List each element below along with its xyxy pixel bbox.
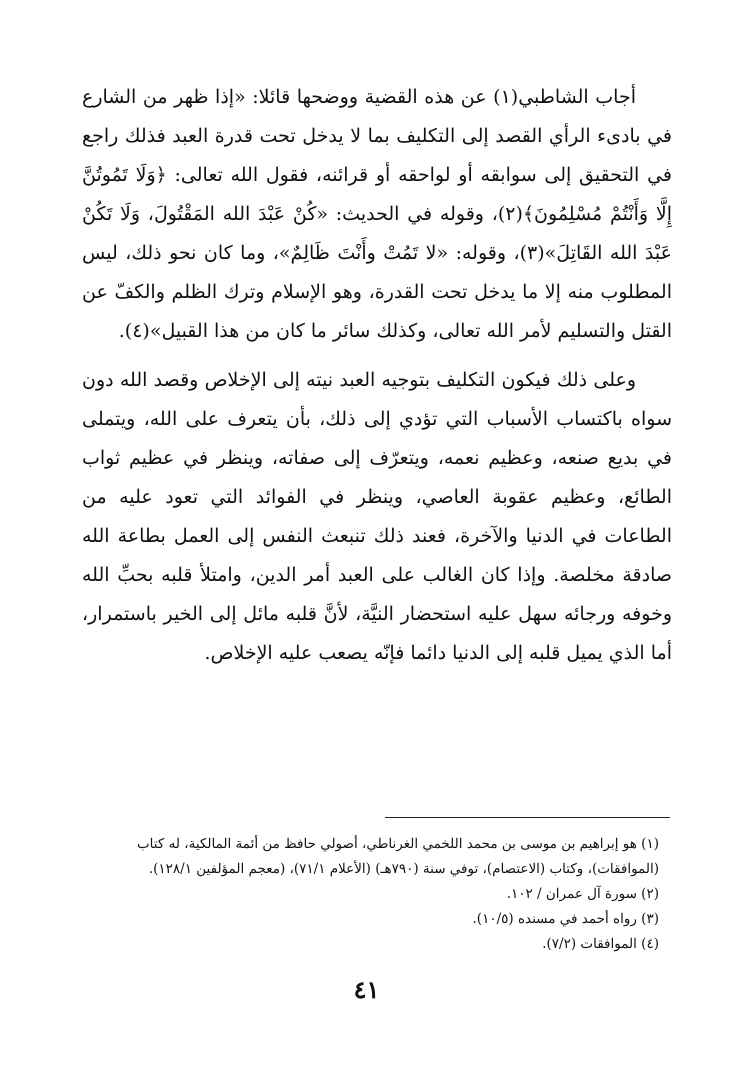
paragraph-intention-sincerity: وعلى ذلك فيكون التكليف بتوجيه العبد نيته إلى الإخلاص وقصد الله دون سواه باكتساب الأسباب التي تؤدي إلى ذلك، بأن يتعرف على الله، ويتملى في بديع صنعه، وعظيم نعمه، ويتعرّف إلى صفاته، وينظر في عظيم ثواب الطائع، وعظيم عقوبة العاصي، وينظر في الفوائد التي تعود عليه من الطاعات في الدنيا والآخرة، فعند ذلك تنبعث النفس إلى العمل بطاعة الله صادقة مخلصة. وإذا كان الغالب على العبد أمر الدين، وامتلأ قلبه بحبِّ الله وخوفه ورجائه سهل عليه استحضار النيَّة، لأنَّ قلبه مائل إلى الخير باستمرار، أما الذي يميل قلبه إلى الدنيا دائما فإنّه يصعب عليه الإخلاص. xyxy=(82,369,673,664)
paragraph-shatibi-answer: أجاب الشاطبي(١) عن هذه القضية ووضحها قائلا: «إذا ظهر من الشارع في بادىء الرأي القصد إلى التكليف بما لا يدخل تحت قدرة العبد فذلك راجع في التحقيق إلى سوابقه أو لواحقه أو قرائنه، فقول الله تعالى: ﴿وَلَا تَمُوتُنَّ إِلَّا وَأَنْتُمْ مُسْلِمُونَ﴾(٢)، وقوله في الحديث: «كُنْ عَبْدَ الله المَقْتُولَ، وَلَا تَكُنْ عَبْدَ الله القَاتِلَ»(٣)، وقوله: «لا تَمُتْ وأَنْتَ ظَالِمٌ»، وما كان نحو ذلك، ليس المطلوب منه إلا ما يدخل تحت القدرة، وهو الإسلام وترك الظلم والكفّ عن القتل والتسليم لأمر الله تعالى، وكذلك سائر ما كان من هذا القبيل»(٤). xyxy=(82,86,673,342)
footnote-4: (٤) الموافقات (٧/٢). xyxy=(542,936,659,952)
footnote-2: (٢) سورة آل عمران / ١٠٢. xyxy=(506,886,659,902)
footnote-divider xyxy=(385,817,670,818)
footnote-3: (٣) رواه أحمد في مسنده (١٠/٥). xyxy=(472,911,659,927)
footnotes xyxy=(70,832,675,957)
page-number: ٤١ xyxy=(353,975,380,1004)
footnote-1: (١) هو إبراهيم بن موسى بن محمد اللخمي الغرناطي، أصولي حافظ من أئمة المالكية، له كتاب (الموافقات)، وكتاب (الاعتصام)، توفي سنة (٧٩٠هـ) (الأعلام ٧١/١)، (معجم المؤلفين ١٢٨/١). xyxy=(136,836,659,877)
main-text xyxy=(82,78,672,673)
